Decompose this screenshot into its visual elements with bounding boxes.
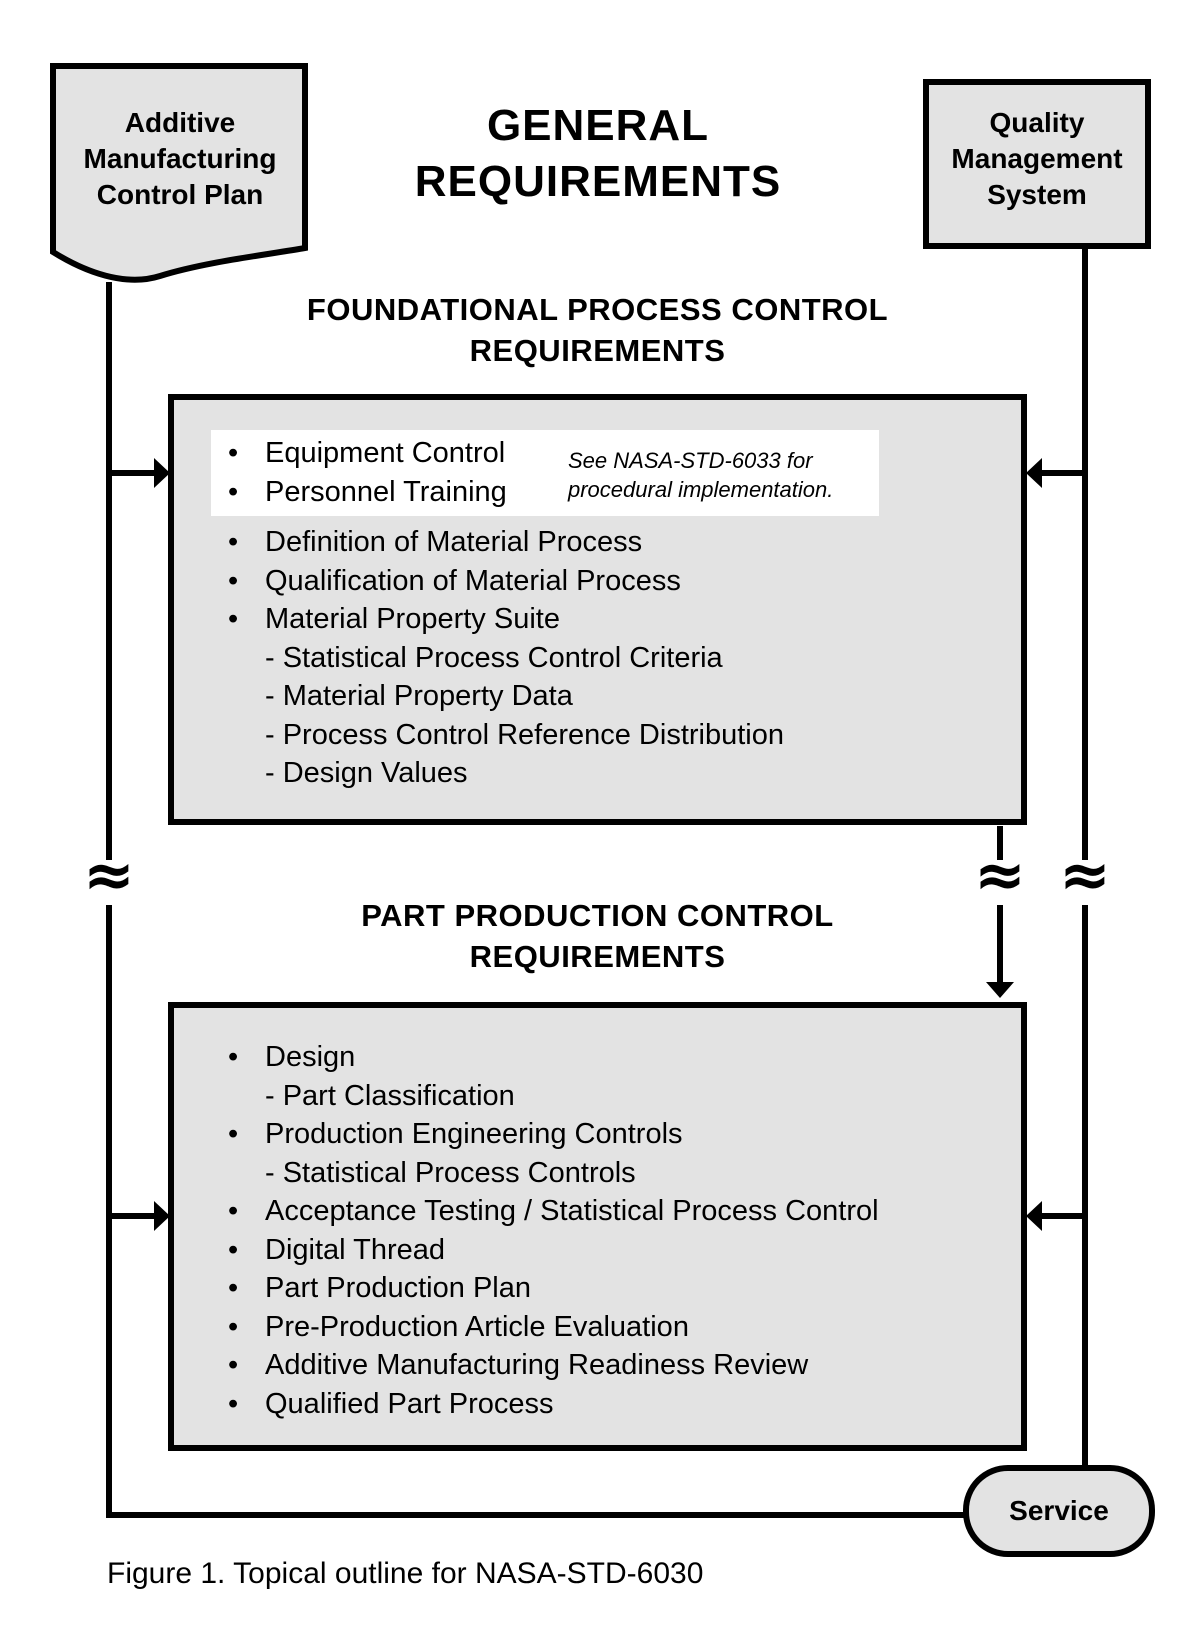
procedural-note-line1: See NASA-STD-6033 for [568,448,813,473]
diagram-title [398,98,798,210]
quality-management-label [926,105,1148,213]
list-item: • Qualified Part Process [228,1385,879,1424]
list-sub-item: - Design Values [265,757,468,789]
procedural-note-line2: procedural implementation. [568,477,834,502]
quality-management-label-line2: Management [951,143,1123,174]
quality-management-label-line3: System [987,179,1087,210]
list-sub-item: - Statistical Process Control Criteria [265,641,723,674]
list-sub-item: - Material Property Data [265,680,573,712]
control-plan-label-line3: Control Plan [96,179,264,210]
right-arrowhead-foundational [1026,458,1042,488]
quality-management-label-line1: Quality [989,107,1085,138]
list-item: • Personnel Training [228,473,507,512]
list-sub-item: - Statistical Process Controls [265,1156,636,1189]
control-plan-label [55,105,305,213]
list-item: • Qualification of Material Process [228,562,784,601]
list-sub-item: - Part Classification [265,1079,515,1112]
part-production-heading [300,895,895,977]
foundational-highlight-list [228,434,507,511]
list-item: • Acceptance Testing / Statistical Process Control [228,1192,879,1231]
list-item: • Part Production Plan [228,1269,879,1308]
left-arrowhead-production [154,1201,170,1231]
foundational-list [228,523,784,793]
foundational-to-production-arrowhead [986,982,1014,998]
list-item: • Pre-Production Article Evaluation [228,1308,879,1347]
right-arrowhead-production [1026,1201,1042,1231]
list-item: • Additive Manufacturing Readiness Review [228,1346,879,1385]
list-item: • Production Engineering Controls [228,1115,879,1154]
part-production-heading-line1: PART PRODUCTION CONTROL [361,898,834,933]
foundational-heading [230,289,965,371]
service-label: Service [1009,1495,1109,1526]
list-item: • Material Property Suite [228,600,784,639]
left-arrowhead-foundational [154,458,170,488]
list-item: • Design [228,1038,879,1077]
line-break-symbol-left: ≈ [83,838,135,911]
line-break-symbol-right: ≈ [1059,838,1111,911]
list-item: • Equipment Control [228,434,507,473]
diagram-title-line2: REQUIREMENTS [414,157,782,206]
figure-caption: Figure 1. Topical outline for NASA-STD-6030 [107,1557,704,1590]
part-production-heading-line2: REQUIREMENTS [469,939,726,974]
foundational-heading-line2: REQUIREMENTS [469,333,726,368]
list-item: • Digital Thread [228,1231,879,1270]
list-sub-item: - Process Control Reference Distribution [265,718,784,751]
line-break-symbol-middle: ≈ [974,838,1026,911]
diagram-title-line1: GENERAL [486,101,710,150]
list-item: • Definition of Material Process [228,523,784,562]
part-production-list [228,1038,879,1423]
foundational-heading-line1: FOUNDATIONAL PROCESS CONTROL [306,292,889,327]
control-plan-label-line1: Additive [124,107,236,138]
control-plan-label-line2: Manufacturing [83,143,277,174]
procedural-note [568,446,833,504]
